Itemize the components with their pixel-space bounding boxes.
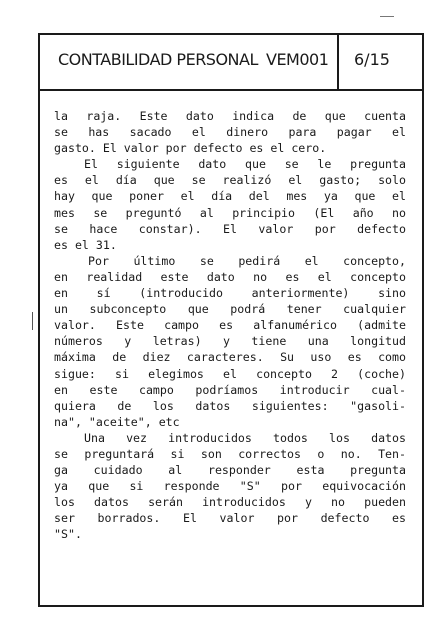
text-line: números y letras) y tiene una longitud (54, 334, 406, 349)
text-line: mes se preguntó al principio (El año no (54, 205, 406, 220)
text-line: Una vez introducidos todos los datos (84, 430, 406, 445)
text-line: hay que poner el día del mes ya que el (54, 189, 406, 204)
text-line: ga cuidado al responder esta pregunta (54, 463, 406, 478)
text-line: un subconcepto que podrá tener cualquier (54, 302, 406, 317)
text-line: en realidad este dato no es el concepto (54, 269, 406, 284)
text-line: ser borrados. El valor por defecto es (54, 511, 406, 526)
page-header (40, 35, 422, 91)
text-line: la raja. Este dato indica de que cuenta (54, 109, 406, 123)
text-line: Por último se pedirá el concepto, (88, 253, 406, 268)
text-line: es el 31. (54, 237, 117, 252)
text-line: valor. Este campo es alfanumérico (admite (54, 318, 406, 333)
text-line: se has sacado el dinero para pagar el (54, 125, 406, 140)
text-line: en sí (introducido anteriormente) sino (54, 286, 406, 301)
text-line: se preguntará si son correctos o no. Ten- (54, 446, 406, 461)
text-line: na", "aceite", etc (54, 414, 180, 429)
text-line: El siguiente dato que se le pregunta (84, 157, 406, 172)
page-frame (38, 33, 424, 607)
text-line: en este campo podríamos introducir cual- (54, 382, 406, 397)
header-title: CONTABILIDAD PERSONAL (58, 50, 258, 69)
scan-mark (380, 16, 394, 17)
scan-mark (32, 312, 33, 330)
text-line: gasto. El valor por defecto es el cero. (54, 141, 327, 156)
body-text (54, 108, 406, 543)
header-code: VEM001 (266, 50, 329, 69)
page-number: 6/15 (354, 50, 390, 69)
text-line: es el día que se realizó el gasto; solo (54, 173, 406, 188)
text-line: se hace constar). El valor por defecto (54, 221, 406, 236)
text-line: ya que si responde "S" por equivocación (54, 479, 406, 494)
text-line: los datos serán introducidos y no pueden (54, 495, 406, 510)
text-line: sigue: si elegimos el concepto 2 (coche) (54, 366, 406, 381)
text-line: "S". (54, 527, 82, 542)
header-divider (337, 35, 339, 89)
text-line: quiera de los datos siguientes: "gasoli- (54, 398, 406, 413)
text-line: máxima de diez caracteres. Su uso es como (54, 350, 406, 365)
